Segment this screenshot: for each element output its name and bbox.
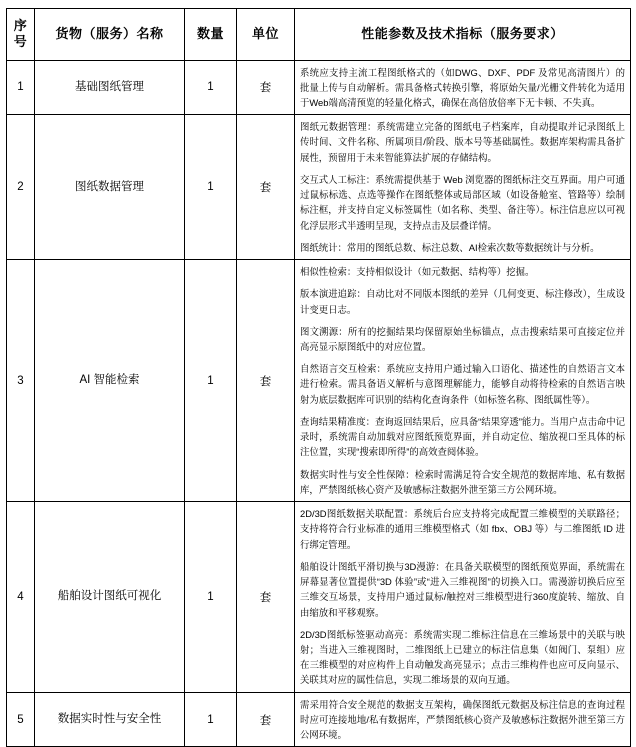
spec-paragraph: 船舶设计图纸平滑切换与3D漫游：在具备关联模型的图纸预览界面，系统需在屏幕显著位置提供“3D 体验”或“进入三维视图”的切换入口。需漫游切换后应至三维交互场景，支持用户通过鼠标/触控对三维模型进行360度旋转、缩放、自由缩放和平移观察。 <box>300 560 625 618</box>
row-item-name: 数据实时性与安全性 <box>35 692 185 747</box>
row-index: 1 <box>7 60 35 115</box>
row-item-name: AI 智能检索 <box>35 260 185 502</box>
spec-paragraph: 2D/3D图纸数据关联配置：系统后台应支持将完成配置三维模型的关联路径；支持将符合行业标准的通用三维模型格式（如 fbx、OBJ 等）与二维图纸 ID 进行绑定管理。 <box>300 508 625 550</box>
row-spec <box>295 692 631 747</box>
spec-paragraph: 系统应支持主流工程图纸格式的（如DWG、DXF、PDF 及常见高清图片）的批量上传与自动解析。需具备格式转换引擎，将原始矢量/光栅文件转化为适用于Web端高清预览的轻量化格式，确保在高倍放倍率下无卡顿、不失真。 <box>300 66 625 108</box>
row-spec <box>295 115 631 260</box>
column-header-index: 序号 <box>7 9 35 61</box>
spec-paragraph: 自然语言交互检索：系统应支持用户通过输入口语化、描述性的自然语言文本进行检索。需具备语义解析与意图理解能力，能够自动将待检索的自然语言映射为底层数据库可识别的结构化查询条件（如标签名称、图纸属性等）。 <box>300 363 625 405</box>
row-unit: 套 <box>237 60 295 115</box>
row-item-name: 图纸数据管理 <box>35 115 185 260</box>
table-header-row <box>7 9 631 61</box>
specification-table <box>6 8 631 747</box>
column-header-spec: 性能参数及技术指标（服务要求） <box>295 9 631 61</box>
spec-paragraph: 图纸元数据管理：系统需建立完备的图纸电子档案库，自动提取并记录图纸上传时间、文件名称、所属项目/阶段、版本号等基础属性。数据库架构需具备扩展性，预留用于未来智能算法扩展的存储结构。 <box>300 121 625 163</box>
row-unit: 套 <box>237 502 295 693</box>
column-header-unit: 单位 <box>237 9 295 61</box>
row-spec <box>295 60 631 115</box>
table-header <box>7 9 631 61</box>
column-header-name: 货物（服务）名称 <box>35 9 185 61</box>
row-spec <box>295 502 631 693</box>
row-index: 5 <box>7 692 35 747</box>
spec-paragraph: 查询结果精准度：查询返回结果后，应具备“结果穿透”能力。当用户点击命中记录时，系统需自动加载对应图纸预览界面，并自动定位、缩放视口至具体的标注位置，实现“搜索即所得”的高效查阅体验。 <box>300 415 625 458</box>
row-quantity: 1 <box>185 115 237 260</box>
spec-paragraph: 数据实时性与安全性保障：检索时需满足符合安全规范的数据库地、私有数据库，严禁图纸核心资产及敏感标注数据外泄至第三方公网环境。 <box>300 468 625 495</box>
spec-paragraph: 版本演进追踪：自动比对不同版本图纸的差异（几何变更、标注修改），生成设计变更日志。 <box>300 288 625 315</box>
spec-paragraph: 交互式人工标注：系统需提供基于 Web 浏览器的图纸标注交互界面。用户可通过鼠标标选、点选等操作在图纸整体或局部区域（如设备舱室、管路等）绘制标注框，并支持自定义标签属性（如名称、类型、备注等）。标注信息应以可视化浮层形式半透明呈现，支持点击及层叠详情。 <box>300 173 625 231</box>
row-quantity: 1 <box>185 502 237 693</box>
spec-paragraph: 图纸统计：常用的图纸总数、标注总数、AI检索次数等数据统计与分析。 <box>300 241 600 253</box>
row-item-name: 基础图纸管理 <box>35 60 185 115</box>
row-quantity: 1 <box>185 692 237 747</box>
row-index: 4 <box>7 502 35 693</box>
row-quantity: 1 <box>185 260 237 502</box>
table-row <box>7 502 631 693</box>
row-spec <box>295 260 631 502</box>
row-unit: 套 <box>237 115 295 260</box>
row-index: 3 <box>7 260 35 502</box>
row-index: 2 <box>7 115 35 260</box>
row-quantity: 1 <box>185 60 237 115</box>
spec-paragraph: 需采用符合安全规范的数据支互架构，确保图纸元数据及标注信息的查询过程时应可连接地地/私有数据库，严禁图纸核心资产及敏感标注数据外泄至第三方公网环境。 <box>300 698 625 741</box>
row-item-name: 船舶设计图纸可视化 <box>35 502 185 693</box>
spec-paragraph: 2D/3D图纸标签驱动高亮：系统需实现二维标注信息在三维场景中的关联与映射；当进入三维视图时，二维图纸上已建立的标注信息集（如阀门、泵组）应在三维模型的对应构件上自动触发高亮显示；点击三维构件也应可反向显示、关联其对应的属性信息，实现二维场景的双向互通。 <box>300 628 625 686</box>
table-row <box>7 692 631 747</box>
spec-paragraph: 相似性检索：支持相似设计（如元数据、结构等）挖掘。 <box>300 266 535 278</box>
table-row <box>7 60 631 115</box>
table-body <box>7 60 631 747</box>
table-row <box>7 115 631 260</box>
row-unit: 套 <box>237 260 295 502</box>
table-row <box>7 260 631 502</box>
spec-paragraph: 图文溯源：所有的挖掘结果均保留原始坐标锚点，点击搜索结果可直接定位并高亮显示原图纸中的对应位置。 <box>300 325 625 353</box>
column-header-quantity: 数量 <box>185 9 237 61</box>
row-unit: 套 <box>237 692 295 747</box>
